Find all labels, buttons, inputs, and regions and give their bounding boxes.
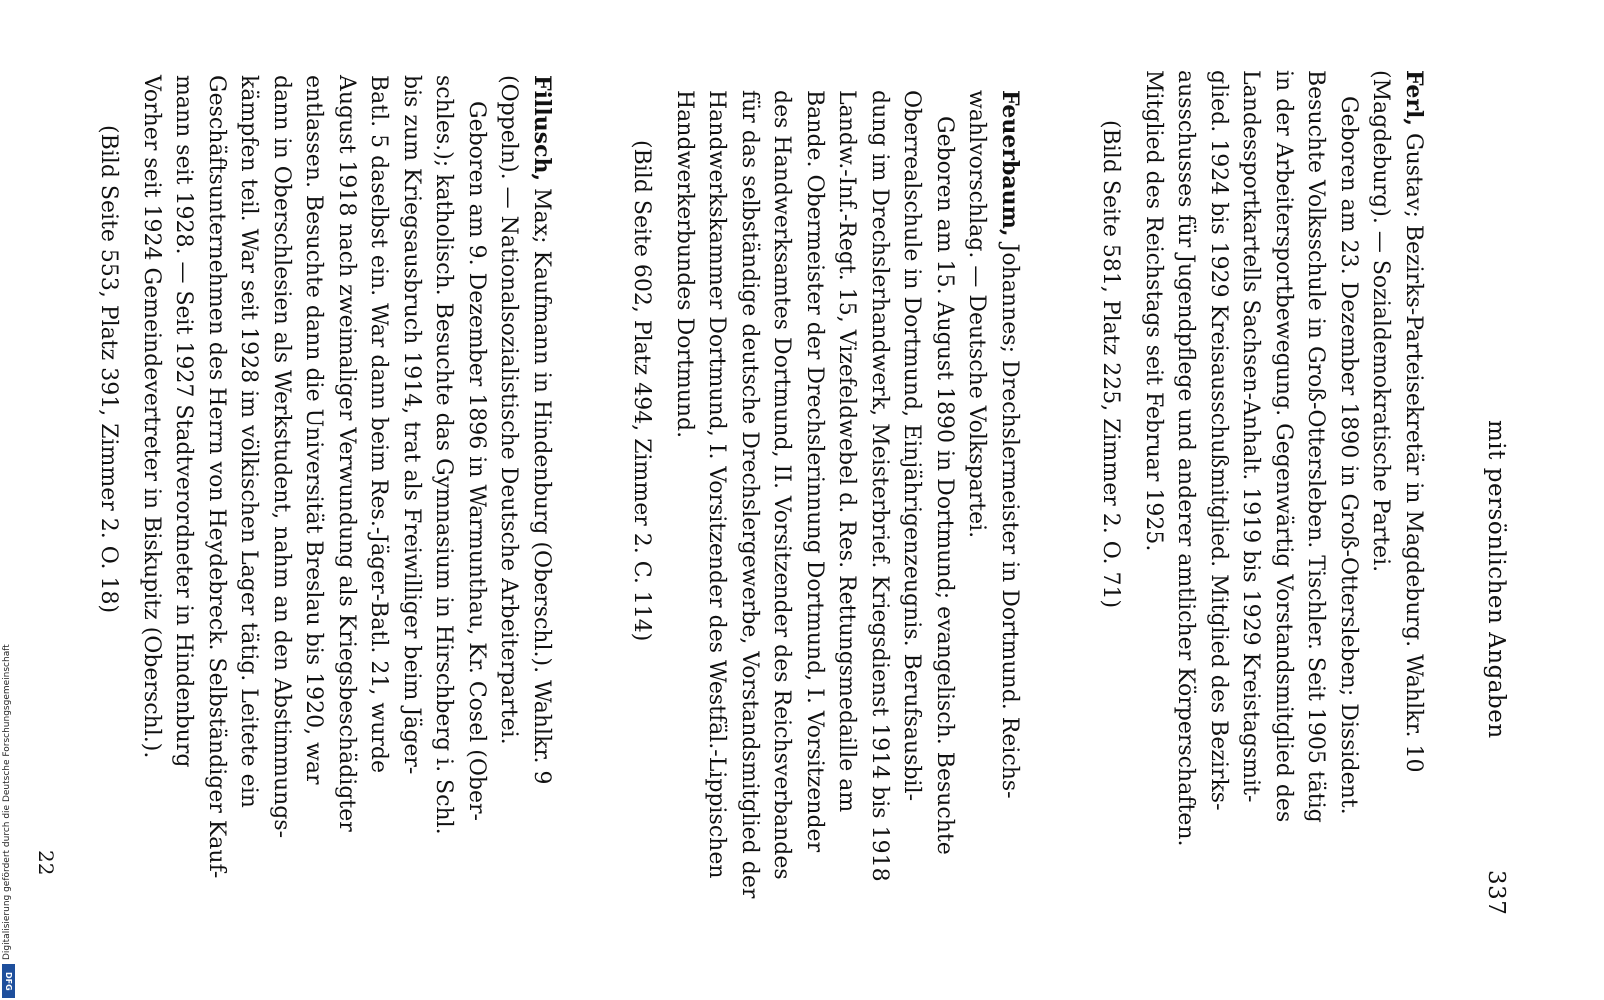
entry-line: wahlvorschlag. — Deutsche Volkspartei. (964, 90, 990, 539)
header-page-number: 337 (1483, 870, 1509, 916)
entry-line: Mitglied des Reichstags seit Februar 1925. (1141, 70, 1166, 552)
entry-line: Johannes; Drechslermeister in Dortmund. Reichs- (997, 236, 1022, 799)
entry-reference: (Bild Seite 581, Platz 225, Zimmer 2. O. 71) (1098, 120, 1124, 609)
entry-name: Ferl, (1401, 70, 1427, 127)
entry-line: Geschäftsunternehmen des Herrn von Heydebreck. Selbständiger Kauf- (204, 75, 229, 879)
entry-feuerbaum (625, 90, 1026, 898)
header-title: mit persönlichen Angaben (1483, 420, 1509, 739)
entry-line: dung im Drechslerhandwerk, Meisterbrief. Kriegsdienst 1914 bis 1918 (867, 90, 892, 882)
entry-line: Handwerkskammer Dortmund, I. Vorsitzender des Westfäl.-Lippischen (704, 90, 730, 879)
entry-line: kämpfen teil. War seit 1928 im völkischen Lager tätig. Leitete ein (236, 75, 262, 808)
entry-line: glied. 1924 bis 1929 Kreisausschußmitglied. Mitglied des Bezirks- (1206, 70, 1231, 811)
entry-line: Vorher seit 1924 Gemeindevertreter in Biskupitz (Oberschl.). (139, 75, 164, 759)
entry-fillusch (92, 75, 558, 878)
entry-line: ausschusses für Jugendpflege und anderer amtlicher Körperschaften. (1173, 70, 1199, 847)
entry-line: des Handwerksamtes Dortmund, II. Vorsitzender des Reichsverbandes (769, 90, 795, 880)
entry-line: Handwerkerbundes Dortmund. (672, 90, 697, 439)
entry-line: Geboren am 9. Dezember 1896 in Warmunthau, Kr. Cosel (Ober- (464, 101, 489, 821)
entry-line: bis zum Kriegsausbruch 1914, trat als Freiwilliger beim Jäger- (399, 75, 424, 775)
page-header (1480, 420, 1513, 739)
entry-reference: (Bild Seite 553, Platz 391, Zimmer 2. O. 18) (96, 125, 122, 614)
digitization-text: Digitalisierung gefördert durch die Deutsche Forschungsgemeinschaft (2, 644, 12, 960)
entry-line: Oberrealschule in Dortmund, Einjährigenzeugnis. Berufsausbil- (899, 90, 925, 802)
entry-line: mann seit 1928. — Seit 1927 Stadtverordneter in Hindenburg (171, 75, 197, 768)
entry-line: schles.); katholisch. Besuchte das Gymnasium in Hirschberg i. Schl. (431, 75, 457, 835)
entry-line: August 1918 nach zweimaliger Verwundung als Kriegsbeschädigter (334, 75, 359, 832)
entry-line: entlassen. Besuchte dann die Universität Breslau bis 1920, war (301, 75, 327, 785)
page-number-footer (30, 850, 63, 875)
entry-ferl (1094, 70, 1430, 847)
entry-line: Gustav; Bezirks-Parteisekretär in Magdeburg. Wahlkr. 10 (1401, 126, 1426, 773)
entry-line: Besuchte Volksschule in Groß-Ottersleben. Tischler. Seit 1905 tätig (1303, 70, 1329, 823)
entry-line: Geboren am 23. Dezember 1890 in Groß-Ottersleben; Dissident. (1336, 96, 1361, 815)
entry-line: Landw.-Inf.-Regt. 15, Vizefeldwebel d. Res. Rettungsmedaille am (834, 90, 860, 813)
entry-line: Geboren am 15. August 1890 in Dortmund; evangelisch. Besuchte (932, 116, 957, 855)
entry-name: Feuerbaum, (997, 90, 1023, 237)
entry-line: (Magdeburg). — Sozialdemokratische Partei. (1368, 70, 1394, 573)
dfg-logo-text: DFG (4, 971, 13, 991)
entry-line: Batl. 5 daselbst ein. War dann beim Res.-Jäger-Batl. 21, wurde (366, 75, 392, 773)
entry-line: Landessportkartells Sachsen-Anhalt. 1919 bis 1929 Kreistagsmit- (1238, 70, 1264, 803)
digitization-note (0, 590, 14, 960)
entry-line: in der Arbeitersportbewegung. Gegenwärtig Vorstandsmitglied des (1271, 70, 1296, 823)
entry-line: für das selbständige deutsche Drechslergewerbe, Vorstandsmitglied der (737, 90, 762, 899)
page-number-header (1480, 870, 1513, 915)
entry-line: dann in Oberschlesien als Werkstudent, nahm an den Abstimmungs- (269, 75, 294, 839)
entry-line: Bande. Obermeister der Drechslerinnung Dortmund, I. Vorsitzender (802, 90, 827, 853)
footer-page-number: 22 (34, 850, 58, 876)
entry-line: Max; Kaufmann in Hindenburg (Oberschl.). Wahlkr. 9 (529, 181, 554, 785)
dfg-logo (2, 964, 15, 998)
entry-reference: (Bild Seite 602, Platz 494, Zimmer 2. C. 114) (629, 140, 655, 642)
entry-line: (Oppeln). — Nationalsozialistische Deutsche Arbeiterpartei. (496, 75, 522, 745)
entry-name: Fillusch, (529, 75, 555, 182)
